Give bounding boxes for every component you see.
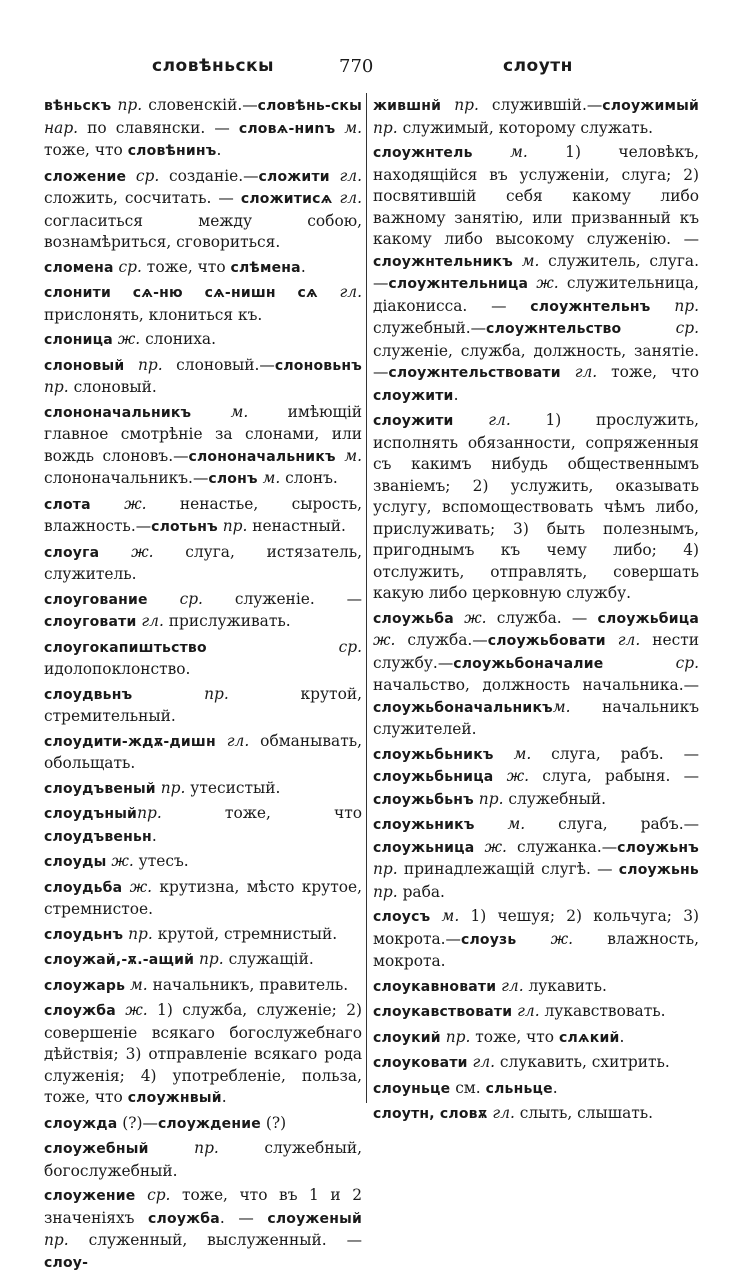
definition-text: обманывать, обольщать.: [44, 731, 362, 772]
grammar-label: м.: [474, 815, 526, 833]
definition-text: 1) чешуя; 2) кольчуга; 3) мокрота.—: [373, 907, 700, 948]
dictionary-entry: [44, 166, 362, 254]
headword: слоновьнъ: [274, 357, 362, 374]
headword: слоужнтельнъ: [530, 298, 651, 315]
headword: слоудьба: [44, 879, 123, 896]
definition-text: (?)—: [117, 1113, 158, 1132]
definition-text: служимый, которому служать.: [397, 118, 653, 137]
definition-text: утесъ.: [133, 852, 189, 870]
headword: слоужити: [373, 387, 454, 404]
headword: сломена: [44, 259, 114, 276]
headword: слоужимый: [602, 98, 699, 114]
grammar-label: гл.: [215, 731, 250, 750]
headword: слоуждение: [157, 1115, 261, 1132]
dictionary-entry: [44, 684, 362, 728]
headword: слоужьнъ: [617, 839, 699, 856]
definition-text: согласиться между собою, вознамѣриться, сговориться.: [44, 211, 362, 251]
headword: слоужьникъ: [373, 817, 475, 833]
definition-text: по славянски. —: [78, 118, 239, 137]
headword: слоужьница: [373, 839, 475, 856]
definition-text: лукавить.: [523, 976, 607, 995]
definition-text: крутизна, мѣсто крутое, стремнистое.: [44, 877, 363, 918]
grammar-label: ср.: [135, 1186, 171, 1204]
grammar-label: пр.: [217, 517, 248, 535]
definition-text: . —: [219, 1208, 268, 1227]
grammar-label: ж.: [115, 1001, 148, 1019]
headword: словѧ-ниnъ: [238, 120, 336, 137]
headword: слоугование: [44, 591, 148, 608]
dictionary-entry: [373, 1027, 699, 1050]
grammar-label: гл.: [560, 363, 598, 381]
definition-text: нести службу.—: [373, 631, 699, 672]
definition-text: служившій.—: [478, 96, 603, 114]
definition-text: слуга, истязатель, служитель.: [44, 542, 363, 583]
grammar-label: ср.: [147, 589, 203, 608]
grammar-label: гл.: [467, 1053, 496, 1071]
definition-text: служебный, богослужебный.: [44, 1139, 362, 1180]
definition-text: служебный.: [503, 789, 607, 808]
headword: слоужити: [373, 413, 454, 429]
grammar-label: гл.: [317, 283, 362, 301]
grammar-label: гл.: [332, 189, 362, 207]
grammar-label: гл.: [512, 1002, 540, 1020]
grammar-label: пр.: [155, 778, 186, 797]
headword: сложити: [258, 168, 330, 185]
definition-text: влажность, мокрота.: [373, 929, 699, 970]
dictionary-entry: [373, 976, 699, 999]
headword: слоузь: [460, 931, 517, 948]
definition-text: прислуживать.: [163, 612, 291, 630]
grammar-label: ж.: [528, 274, 559, 292]
grammar-label: ж.: [106, 852, 134, 870]
grammar-label: ж.: [90, 494, 147, 513]
definition-text: .: [453, 385, 459, 404]
definition-text: тоже, что: [470, 1027, 559, 1046]
grammar-label: ж.: [122, 877, 153, 896]
grammar-label: м.: [335, 446, 363, 465]
definition-text: .: [552, 1078, 558, 1097]
grammar-label: пр.: [373, 882, 398, 901]
headword: слоужай,-ѫ.-ащий: [44, 952, 195, 968]
headword: слоукавновати: [373, 978, 497, 995]
grammar-label: пр.: [148, 1139, 219, 1157]
definition-text: начальникъ служителей.: [373, 697, 699, 738]
grammar-label: пр.: [373, 118, 398, 137]
dictionary-entry: [44, 778, 362, 801]
headword: слотьнъ: [151, 519, 218, 535]
headword: слоуньце: [373, 1080, 451, 1097]
definition-text: крутой, стремительный.: [44, 684, 362, 725]
definition-text: .: [619, 1027, 625, 1046]
grammar-label: пр.: [44, 1231, 69, 1249]
headword: сложение: [44, 168, 127, 185]
headword: слонити сѧ-ню сѧ-нишн сѧ: [44, 285, 318, 301]
headword: слоудвьнъ: [44, 686, 133, 703]
dictionary-entry: [44, 95, 362, 163]
headword: слоница: [44, 332, 113, 348]
headword: слоужьба: [373, 610, 454, 627]
headword: слоужнтельница: [388, 276, 529, 292]
dictionary-entry: [44, 542, 362, 586]
grammar-label: пр.: [124, 355, 163, 374]
grammar-label: ж.: [373, 631, 396, 649]
dictionary-entry: [373, 1001, 699, 1024]
definition-text: слониха.: [140, 330, 216, 348]
headword: слононачальникъ: [44, 404, 192, 421]
headword: слононачальникъ: [188, 448, 336, 465]
dictionary-entry: [44, 329, 362, 352]
grammar-label: пр.: [123, 924, 153, 943]
headword: слоудъный: [44, 806, 138, 822]
headword: слоужение: [44, 1188, 136, 1204]
headword: сложитисѧ: [240, 191, 333, 207]
dictionary-entry: [44, 1138, 362, 1182]
definition-text: тоже, что въ 1 и 2 значеніяхъ: [44, 1186, 363, 1227]
headword: слоудьнъ: [44, 926, 124, 943]
grammar-label: пр.: [473, 789, 504, 808]
grammar-label: ж.: [112, 330, 141, 348]
headword: слоугокапиштьство: [44, 639, 207, 656]
grammar-label: м.: [257, 469, 281, 487]
headword: слоужба: [148, 1210, 220, 1227]
header-left-word: словѣньскы: [152, 56, 274, 76]
headword: слоужьбьникъ: [373, 746, 494, 763]
definition-text: служебный.—: [373, 319, 487, 337]
grammar-label: пр.: [111, 96, 143, 114]
dictionary-entry: [373, 95, 699, 139]
headword: слоужьбовати: [487, 633, 606, 649]
definition-text: тоже, что: [597, 363, 699, 381]
headword: вѣньскъ: [44, 98, 112, 114]
column-divider: [366, 93, 367, 1103]
dictionary-entry: [44, 402, 362, 491]
definition-text: .: [216, 141, 222, 159]
headword: словѣнинъ: [127, 143, 217, 159]
headword: слоуговати: [44, 614, 137, 630]
definition-text: ненастье, сырость, влажность.—: [44, 494, 362, 535]
headword: слоужьбьница: [373, 769, 494, 785]
headword: слота: [44, 496, 91, 513]
grammar-label: пр.: [194, 950, 224, 968]
dictionary-entry: [373, 1103, 699, 1126]
grammar-label: пр.: [650, 296, 699, 315]
dictionary-entry: [44, 803, 362, 848]
definition-text: принадлежащій слугѣ. —: [397, 860, 619, 878]
grammar-label: м.: [430, 907, 460, 925]
grammar-label: гл.: [605, 631, 641, 649]
grammar-label: м.: [493, 744, 532, 763]
definition-text: слонъ.: [280, 469, 338, 487]
definition-text: (?): [260, 1113, 287, 1132]
definition-text: сложить, сосчитать. —: [44, 189, 241, 207]
definition-text: утесистый.: [185, 778, 281, 797]
grammar-label: пр.: [440, 1027, 471, 1046]
headword: слонъ: [208, 471, 258, 487]
definition-text: ненастный.: [247, 517, 346, 535]
grammar-label: пр.: [373, 860, 398, 878]
grammar-label: гл.: [453, 411, 511, 429]
headword: слоновый: [44, 357, 125, 374]
grammar-label: гл.: [496, 976, 524, 995]
headword: слоукавствовати: [373, 1004, 513, 1020]
dictionary-entry: [44, 589, 362, 634]
headword: слоужарь: [44, 977, 126, 994]
dictionary-entry: [373, 142, 699, 407]
definition-text: тоже, что: [141, 257, 231, 276]
grammar-label: пр.: [441, 96, 479, 114]
definition-text: слукавить, схитрить.: [495, 1053, 670, 1071]
grammar-label: м.: [335, 118, 363, 137]
definition-text: начальникъ, правитель.: [147, 975, 349, 994]
headword: слоуковати: [373, 1055, 468, 1071]
dictionary-entry: [44, 637, 362, 681]
definition-text: раба.: [397, 882, 445, 901]
dictionary-entry: [44, 494, 362, 539]
definition-text: крутой, стремнистый.: [152, 924, 338, 943]
grammar-label: ср.: [621, 319, 699, 337]
headword: слоужьбьнъ: [373, 791, 474, 808]
headword: слоудъвеный: [44, 780, 156, 797]
grammar-label: гл.: [136, 612, 164, 630]
definition-text: служеніе. —: [202, 589, 363, 608]
page-header: [40, 56, 699, 84]
headword: слѣмена: [230, 259, 301, 276]
headword: слоужьнь: [618, 862, 699, 878]
grammar-label: ж.: [493, 767, 530, 785]
headword: слоусъ: [373, 909, 431, 925]
dictionary-entry: [373, 1052, 699, 1075]
page-number: 770: [339, 56, 374, 77]
headword: слоутн, словѫ: [373, 1106, 488, 1122]
grammar-label: м.: [191, 402, 249, 421]
headword: слоужьбоначалие: [453, 655, 604, 672]
dictionary-entry: [373, 906, 699, 973]
grammar-label: ср.: [206, 637, 362, 656]
definition-text: .: [300, 257, 306, 276]
definition-text: слоновый.—: [162, 355, 275, 374]
definition-text: служба.—: [395, 631, 488, 649]
definition-text: служба. —: [486, 608, 598, 627]
definition-text: см.: [450, 1078, 486, 1097]
grammar-label: пр.: [132, 684, 229, 703]
dictionary-entry: [44, 924, 362, 947]
definition-text: слыть, слышать.: [514, 1104, 654, 1122]
dictionary-entry: [44, 355, 362, 399]
dictionary-entry: [373, 814, 699, 903]
headword: сльньце: [485, 1080, 553, 1097]
definition-text: тоже, что: [44, 141, 128, 159]
definition-text: служенный, выслуженный. —: [68, 1231, 362, 1249]
definition-text: слуга, рабъ.—: [525, 815, 699, 833]
definition-text: словенскій.—: [142, 96, 258, 114]
grammar-label: пр.: [44, 378, 69, 396]
headword: слоу-: [44, 1254, 89, 1271]
definition-text: служащій.: [223, 950, 314, 968]
grammar-label: м.: [552, 697, 571, 716]
definition-text: 1) человѣкъ, находящійся въ услуженіи, слуга; 2) посвятившій себя какому либо важному занятію, или призванный къ какому либо высокому служенію. —: [373, 143, 699, 248]
headword: слоужнвый: [127, 1090, 222, 1106]
dictionary-entry: [44, 257, 362, 280]
grammar-label: м.: [512, 251, 540, 270]
definition-text: служеніе, служба, должность, занятіе.—: [373, 341, 699, 381]
definition-text: служитель, слуга.—: [373, 251, 699, 292]
grammar-label: нар.: [44, 118, 79, 137]
headword: слоуга: [44, 544, 100, 561]
grammar-label: гл.: [487, 1104, 515, 1122]
dictionary-entry: [44, 1185, 362, 1274]
definition-text: имѣющій главное смотрѣніе за слонами, или вождь слоновъ.—: [44, 402, 363, 465]
definition-text: .: [221, 1088, 227, 1106]
definition-text: слоновый.: [68, 378, 157, 396]
dictionary-entry: [373, 744, 699, 812]
headword: слоужнтельствовати: [388, 365, 561, 381]
grammar-label: ж.: [99, 542, 154, 561]
dictionary-entry: [44, 1000, 362, 1110]
definition-text: служанка.—: [506, 837, 618, 856]
definition-text: начальство, должность начальника.—: [373, 676, 699, 694]
grammar-label: ср.: [603, 653, 699, 672]
headword: слоужебный: [44, 1141, 149, 1157]
headword: слоудити-ждѫ-дишн: [44, 733, 216, 750]
definition-text: .: [151, 826, 157, 845]
dictionary-entry: [373, 410, 699, 605]
headword: жившнй: [373, 98, 442, 114]
headword: слоуженый: [267, 1210, 362, 1227]
grammar-label: м.: [125, 975, 148, 994]
definition-text: слуга, рабыня. —: [529, 767, 699, 785]
dictionary-entry: [44, 731, 362, 775]
headword: слоужда: [44, 1115, 118, 1132]
headword: слоудъвеньн: [44, 828, 152, 845]
left-column: [44, 95, 362, 1277]
dictionary-entry: [373, 608, 699, 741]
grammar-label: ср.: [126, 166, 160, 185]
headword: слѧкий: [558, 1029, 620, 1046]
dictionary-entry: [44, 282, 362, 326]
headword: слоуды: [44, 854, 107, 870]
headword: слоукий: [373, 1029, 441, 1046]
header-right-word: слоутн: [503, 56, 573, 76]
definition-text: лукавствовать.: [539, 1002, 666, 1020]
definition-text: прислонять, клониться къ.: [44, 305, 263, 324]
headword: слоужнтельство: [486, 321, 622, 337]
definition-text: тоже, что: [161, 804, 362, 822]
headword: слоужнтельникъ: [373, 253, 513, 270]
definition-text: 1) служба, служеніе; 2) совершеніе всякаго богослужебнаго дѣйствія; 3) отправленіе всякаго рода служенія; 4) употребленіе, польза, тоже, что: [44, 1001, 362, 1106]
grammar-label: ж.: [453, 608, 487, 627]
grammar-label: пр.: [137, 804, 162, 822]
headword: словѣнь-скы: [257, 98, 362, 114]
dictionary-entry: [44, 975, 362, 998]
grammar-label: гл.: [329, 166, 362, 185]
headword: слоужьбоначальникъ: [373, 699, 553, 716]
definition-text: созданіе.—: [159, 166, 259, 185]
dictionary-entry: [44, 877, 362, 921]
definition-text: 1) прослужить, исполнять обязанности, сопряженныя съ какимъ нибудь общественнымъ званіемъ; 2) услужить, оказывать услугу, вспомоществовать чѣмъ либо, прислуживать; 3) быть полезнымъ, пригоднымъ къ чему либо; 4) отслужить, отправлять, совершать какую либо церковную службу.: [373, 411, 699, 602]
grammar-label: м.: [472, 143, 528, 161]
grammar-label: ж.: [516, 929, 574, 948]
headword: слоужнтель: [373, 145, 473, 161]
dictionary-entry: [44, 1113, 362, 1136]
dictionary-entry: [373, 1078, 699, 1101]
definition-text: слононачальникъ.—: [44, 469, 209, 487]
grammar-label: ж.: [474, 837, 507, 856]
dictionary-entry: [44, 949, 362, 972]
headword: слоужба: [44, 1003, 116, 1019]
grammar-label: ср.: [113, 257, 142, 276]
headword: слоужьбица: [597, 610, 699, 627]
right-column: [373, 95, 699, 1129]
definition-text: слуга, рабъ. —: [531, 744, 699, 763]
definition-text: служительница, діаконисса. —: [373, 274, 699, 315]
definition-text: идолопоклонство.: [44, 660, 191, 678]
dictionary-entry: [44, 851, 362, 874]
